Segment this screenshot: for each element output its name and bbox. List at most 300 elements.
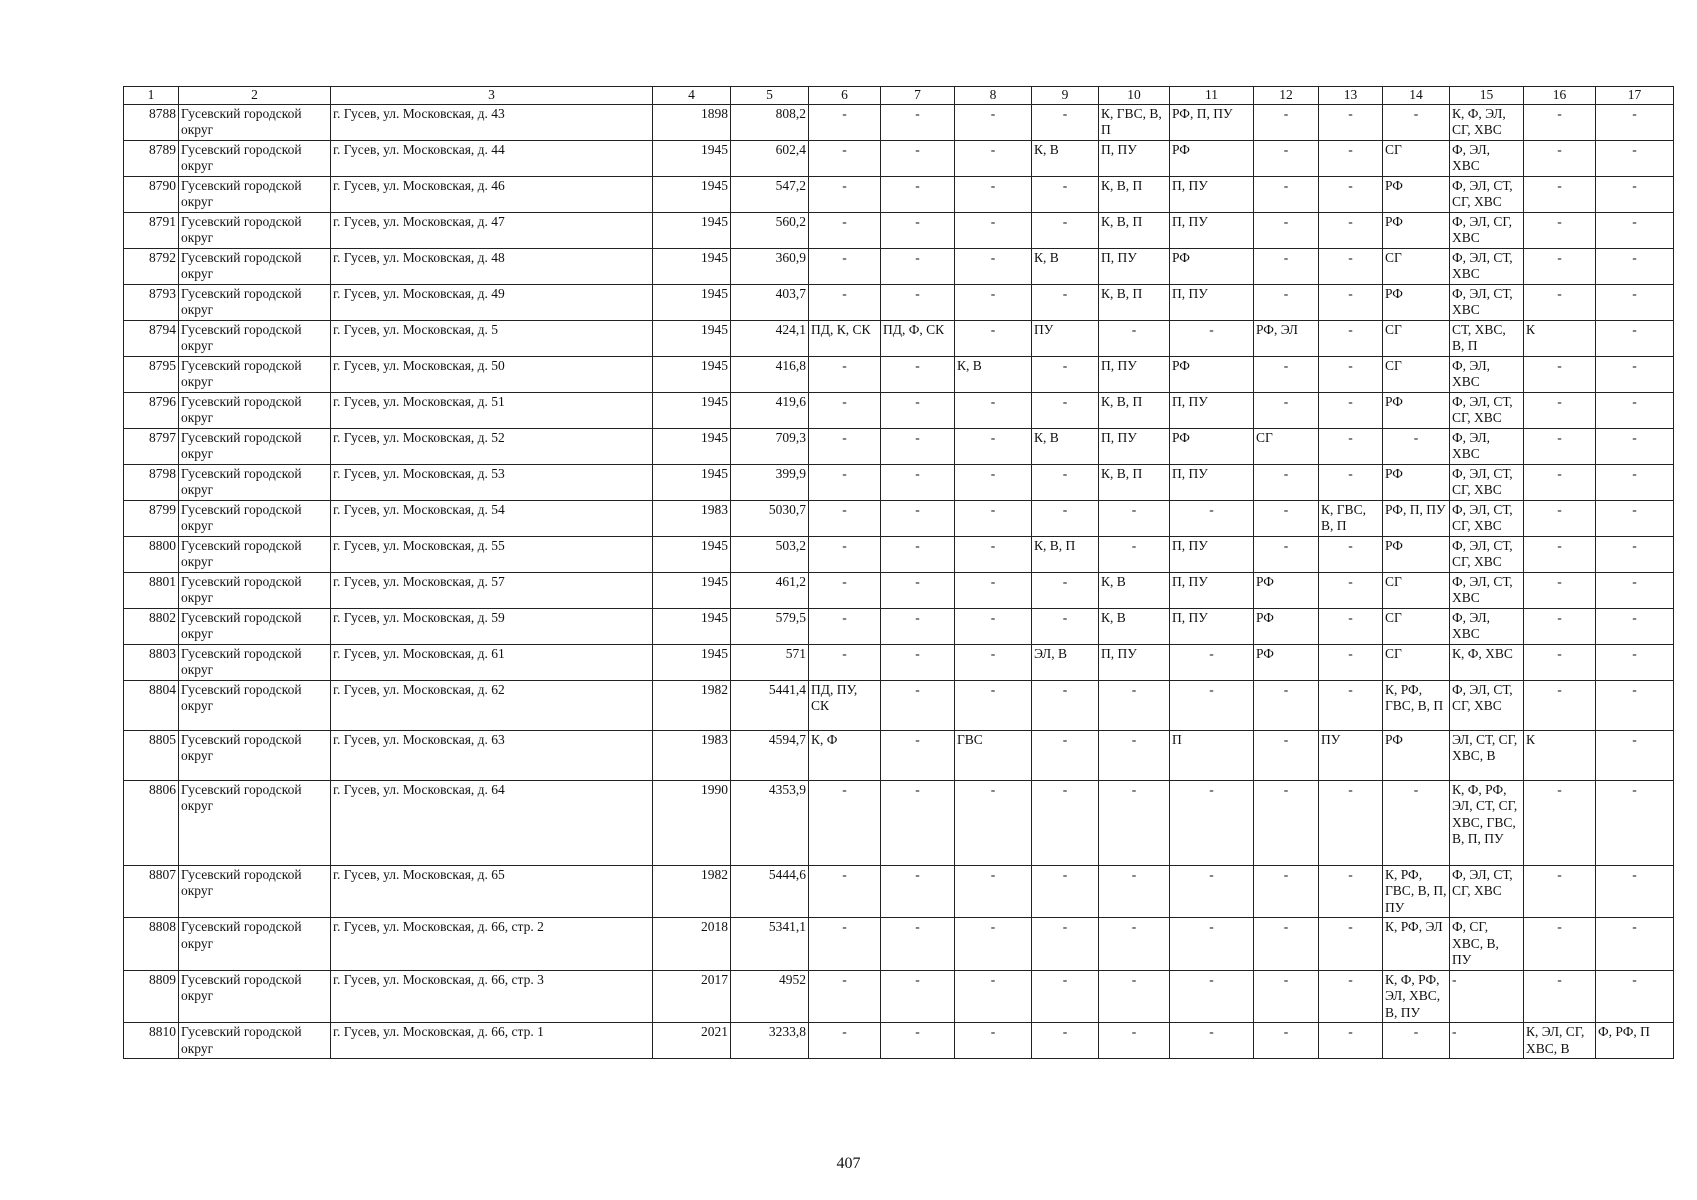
column-header-4: 4 — [653, 87, 731, 105]
table-cell: РФ — [1170, 140, 1254, 176]
table-cell: - — [1524, 104, 1596, 140]
table-cell: К, РФ, ГВС, В, П, ПУ — [1383, 865, 1450, 918]
table-cell: - — [1254, 970, 1319, 1023]
table-cell: К, В, П — [1099, 284, 1170, 320]
table-cell: К, Ф, РФ, ЭЛ, СТ, СГ, ХВС, ГВС, В, П, ПУ — [1450, 780, 1524, 865]
table-cell: - — [1596, 392, 1674, 428]
table-cell: - — [955, 680, 1032, 730]
table-cell: - — [1254, 918, 1319, 971]
table-cell: 1982 — [653, 680, 731, 730]
table-cell: Гусевский городской округ — [179, 918, 331, 971]
table-cell: - — [809, 572, 881, 608]
table-cell: 360,9 — [731, 248, 809, 284]
table-row — [124, 970, 1674, 1023]
table-cell: - — [881, 536, 955, 572]
table-cell: ПД, ПУ, СК — [809, 680, 881, 730]
table-cell: 1990 — [653, 780, 731, 865]
row-number-cell: 8805 — [124, 730, 179, 780]
table-cell: К, В, П — [1099, 176, 1170, 212]
table-cell: - — [1170, 780, 1254, 865]
table-cell: Гусевский городской округ — [179, 780, 331, 865]
table-row — [124, 730, 1674, 780]
table-cell: К — [1524, 320, 1596, 356]
table-cell: - — [1319, 104, 1383, 140]
row-number-cell: 8810 — [124, 1023, 179, 1059]
address-cell: г. Гусев, ул. Московская, д. 54 — [331, 500, 653, 536]
table-cell: - — [955, 176, 1032, 212]
table-cell: - — [1596, 212, 1674, 248]
table-cell: РФ, ЭЛ — [1254, 320, 1319, 356]
table-cell: - — [1524, 176, 1596, 212]
table-cell: - — [1450, 1023, 1524, 1059]
address-cell: г. Гусев, ул. Московская, д. 65 — [331, 865, 653, 918]
table-cell: К, ГВС, В, П — [1099, 104, 1170, 140]
header-row — [124, 87, 1674, 105]
table-cell: 4952 — [731, 970, 809, 1023]
table-cell: - — [1524, 865, 1596, 918]
table-cell: - — [809, 464, 881, 500]
table-cell: РФ — [1170, 356, 1254, 392]
table-cell: - — [1319, 392, 1383, 428]
column-header-9: 9 — [1032, 87, 1099, 105]
table-cell: - — [1032, 1023, 1099, 1059]
table-cell: 1945 — [653, 176, 731, 212]
table-cell: - — [955, 248, 1032, 284]
table-cell: - — [1319, 970, 1383, 1023]
table-cell: - — [1596, 320, 1674, 356]
row-number-cell: 8801 — [124, 572, 179, 608]
row-number-cell: 8802 — [124, 608, 179, 644]
table-row — [124, 428, 1674, 464]
table-cell: - — [1596, 780, 1674, 865]
table-cell: ЭЛ, В — [1032, 644, 1099, 680]
table-cell: - — [1032, 970, 1099, 1023]
table-cell: СГ — [1383, 248, 1450, 284]
table-cell: РФ — [1254, 644, 1319, 680]
table-cell: - — [1319, 644, 1383, 680]
table-cell: 571 — [731, 644, 809, 680]
table-cell: Гусевский городской округ — [179, 464, 331, 500]
table-cell: - — [1319, 212, 1383, 248]
table-cell: Гусевский городской округ — [179, 284, 331, 320]
table-cell: - — [1524, 356, 1596, 392]
table-cell: Гусевский городской округ — [179, 428, 331, 464]
table-cell: РФ — [1383, 212, 1450, 248]
table-cell: К, В — [1032, 140, 1099, 176]
table-row — [124, 320, 1674, 356]
table-cell: РФ — [1254, 572, 1319, 608]
address-cell: г. Гусев, ул. Московская, д. 49 — [331, 284, 653, 320]
table-cell: - — [1319, 1023, 1383, 1059]
table-cell: - — [1524, 392, 1596, 428]
table-cell: - — [1596, 680, 1674, 730]
table-cell: - — [955, 865, 1032, 918]
table-cell: - — [1099, 865, 1170, 918]
table-cell: - — [809, 176, 881, 212]
table-cell: 419,6 — [731, 392, 809, 428]
column-header-1: 1 — [124, 87, 179, 105]
table-cell: - — [1099, 730, 1170, 780]
table-cell: - — [1383, 1023, 1450, 1059]
table-cell: 709,3 — [731, 428, 809, 464]
table-cell: - — [1596, 176, 1674, 212]
table-cell: - — [1032, 212, 1099, 248]
table-cell: - — [1524, 248, 1596, 284]
table-cell: 2018 — [653, 918, 731, 971]
table-cell: Гусевский городской округ — [179, 320, 331, 356]
table-cell: - — [955, 392, 1032, 428]
table-cell: - — [1524, 970, 1596, 1023]
table-cell: - — [1596, 865, 1674, 918]
table-cell: К, В — [1032, 248, 1099, 284]
table-cell: 503,2 — [731, 536, 809, 572]
table-cell: 2021 — [653, 1023, 731, 1059]
table-cell: - — [1170, 1023, 1254, 1059]
row-number-cell: 8796 — [124, 392, 179, 428]
table-cell: - — [1524, 780, 1596, 865]
address-cell: г. Гусев, ул. Московская, д. 66, стр. 2 — [331, 918, 653, 971]
table-cell: 1945 — [653, 140, 731, 176]
table-cell: - — [1319, 680, 1383, 730]
table-cell: 1945 — [653, 536, 731, 572]
table-cell: - — [955, 1023, 1032, 1059]
table-cell: - — [1319, 140, 1383, 176]
table-row — [124, 1023, 1674, 1059]
table-cell: К, ЭЛ, СГ, ХВС, В — [1524, 1023, 1596, 1059]
table-cell: - — [1032, 730, 1099, 780]
table-cell: Ф, ЭЛ, СТ, ХВС — [1450, 572, 1524, 608]
table-cell: РФ — [1254, 608, 1319, 644]
table-cell: - — [1170, 865, 1254, 918]
row-number-cell: 8804 — [124, 680, 179, 730]
table-cell: - — [1170, 970, 1254, 1023]
table-cell: 1945 — [653, 608, 731, 644]
table-cell: - — [1319, 608, 1383, 644]
table-cell: - — [809, 608, 881, 644]
table-cell: СГ — [1254, 428, 1319, 464]
table-cell: ЭЛ, СТ, СГ, ХВС, В — [1450, 730, 1524, 780]
table-cell: - — [955, 536, 1032, 572]
table-cell: К — [1524, 730, 1596, 780]
table-cell: 399,9 — [731, 464, 809, 500]
table-cell: Гусевский городской округ — [179, 212, 331, 248]
table-cell: - — [1319, 464, 1383, 500]
table-cell: - — [1254, 500, 1319, 536]
registry-table — [123, 86, 1674, 1059]
table-cell: К, РФ, ЭЛ — [1383, 918, 1450, 971]
table-cell: - — [809, 356, 881, 392]
table-cell: 1945 — [653, 284, 731, 320]
table-cell: РФ, П, ПУ — [1383, 500, 1450, 536]
table-cell: Ф, ЭЛ, СТ, СГ, ХВС — [1450, 536, 1524, 572]
table-cell: СГ — [1383, 644, 1450, 680]
table-cell: 461,2 — [731, 572, 809, 608]
table-cell: К, Ф, РФ, ЭЛ, ХВС, В, ПУ — [1383, 970, 1450, 1023]
table-cell: - — [1596, 536, 1674, 572]
table-row — [124, 104, 1674, 140]
column-header-13: 13 — [1319, 87, 1383, 105]
table-cell: Гусевский городской округ — [179, 356, 331, 392]
address-cell: г. Гусев, ул. Московская, д. 61 — [331, 644, 653, 680]
table-cell: - — [881, 176, 955, 212]
table-cell: - — [1032, 500, 1099, 536]
table-cell: - — [809, 392, 881, 428]
table-cell: 416,8 — [731, 356, 809, 392]
table-cell: - — [881, 730, 955, 780]
table-cell: П, ПУ — [1170, 176, 1254, 212]
column-header-11: 11 — [1170, 87, 1254, 105]
table-cell: 1982 — [653, 865, 731, 918]
table-row — [124, 536, 1674, 572]
table-cell: - — [809, 865, 881, 918]
table-cell: - — [1099, 918, 1170, 971]
table-cell: - — [955, 644, 1032, 680]
table-cell: - — [1170, 918, 1254, 971]
table-cell: - — [1032, 392, 1099, 428]
column-header-12: 12 — [1254, 87, 1319, 105]
table-cell: - — [1383, 780, 1450, 865]
table-cell: - — [1524, 140, 1596, 176]
table-cell: П, ПУ — [1099, 644, 1170, 680]
table-cell: - — [1319, 284, 1383, 320]
address-cell: г. Гусев, ул. Московская, д. 63 — [331, 730, 653, 780]
address-cell: г. Гусев, ул. Московская, д. 55 — [331, 536, 653, 572]
column-header-6: 6 — [809, 87, 881, 105]
table-cell: - — [1383, 428, 1450, 464]
table-cell: К, Ф, ХВС — [1450, 644, 1524, 680]
column-header-2: 2 — [179, 87, 331, 105]
table-cell: - — [809, 536, 881, 572]
table-cell: - — [1596, 970, 1674, 1023]
table-cell: Ф, СГ, ХВС, В, ПУ — [1450, 918, 1524, 971]
table-cell: - — [881, 464, 955, 500]
table-cell: Ф, ЭЛ, СТ, ХВС — [1450, 248, 1524, 284]
table-cell: РФ — [1383, 176, 1450, 212]
table-cell: СГ — [1383, 140, 1450, 176]
table-cell: - — [1170, 644, 1254, 680]
table-cell: 547,2 — [731, 176, 809, 212]
table-body — [124, 104, 1674, 1059]
table-cell: - — [1254, 104, 1319, 140]
table-cell: - — [1524, 918, 1596, 971]
table-cell: Гусевский городской округ — [179, 1023, 331, 1059]
table-cell: - — [1254, 536, 1319, 572]
table-cell: П — [1170, 730, 1254, 780]
address-cell: г. Гусев, ул. Московская, д. 44 — [331, 140, 653, 176]
table-cell: - — [1032, 918, 1099, 971]
table-cell: - — [809, 248, 881, 284]
table-cell: - — [1383, 104, 1450, 140]
table-cell: - — [1524, 428, 1596, 464]
table-cell: 3233,8 — [731, 1023, 809, 1059]
table-cell: 1945 — [653, 572, 731, 608]
table-cell: П, ПУ — [1170, 572, 1254, 608]
table-cell: РФ — [1383, 392, 1450, 428]
table-cell: РФ — [1170, 248, 1254, 284]
table-cell: - — [1254, 356, 1319, 392]
table-cell: Ф, ЭЛ, СТ, СГ, ХВС — [1450, 464, 1524, 500]
table-cell: - — [955, 918, 1032, 971]
table-cell: 403,7 — [731, 284, 809, 320]
table-cell: П, ПУ — [1099, 356, 1170, 392]
table-cell: - — [881, 500, 955, 536]
address-cell: г. Гусев, ул. Московская, д. 50 — [331, 356, 653, 392]
table-cell: Ф, ЭЛ, ХВС — [1450, 608, 1524, 644]
table-cell: - — [1319, 356, 1383, 392]
table-cell: - — [1596, 464, 1674, 500]
address-cell: г. Гусев, ул. Московская, д. 66, стр. 3 — [331, 970, 653, 1023]
table-cell: Гусевский городской округ — [179, 970, 331, 1023]
table-cell: П, ПУ — [1170, 392, 1254, 428]
table-cell: РФ — [1383, 730, 1450, 780]
table-cell: - — [1254, 284, 1319, 320]
table-cell: - — [1170, 320, 1254, 356]
table-cell: ПД, Ф, СК — [881, 320, 955, 356]
table-cell: - — [1596, 608, 1674, 644]
table-cell: 602,4 — [731, 140, 809, 176]
table-cell: - — [881, 970, 955, 1023]
table-row — [124, 500, 1674, 536]
table-cell: - — [1450, 970, 1524, 1023]
table-cell: - — [881, 608, 955, 644]
address-cell: г. Гусев, ул. Московская, д. 53 — [331, 464, 653, 500]
table-cell: Гусевский городской округ — [179, 680, 331, 730]
column-header-14: 14 — [1383, 87, 1450, 105]
table-cell: - — [1524, 608, 1596, 644]
table-cell: Гусевский городской округ — [179, 608, 331, 644]
table-cell: Ф, ЭЛ, СТ, СГ, ХВС — [1450, 680, 1524, 730]
table-cell: 808,2 — [731, 104, 809, 140]
table-cell: - — [1254, 865, 1319, 918]
table-cell: - — [1099, 536, 1170, 572]
table-row — [124, 608, 1674, 644]
table-cell: - — [1596, 500, 1674, 536]
table-cell: - — [1524, 572, 1596, 608]
table-row — [124, 644, 1674, 680]
table-cell: - — [1032, 572, 1099, 608]
row-number-cell: 8794 — [124, 320, 179, 356]
table-cell: 1945 — [653, 356, 731, 392]
table-cell: - — [1319, 918, 1383, 971]
table-cell: - — [1032, 680, 1099, 730]
table-cell: 1945 — [653, 320, 731, 356]
table-cell: - — [1524, 680, 1596, 730]
column-header-3: 3 — [331, 87, 653, 105]
table-cell: ГВС — [955, 730, 1032, 780]
table-cell: - — [1099, 970, 1170, 1023]
table-cell: - — [881, 104, 955, 140]
row-number-cell: 8789 — [124, 140, 179, 176]
column-header-7: 7 — [881, 87, 955, 105]
table-cell: - — [1254, 730, 1319, 780]
table-cell: 1945 — [653, 428, 731, 464]
table-cell: Гусевский городской округ — [179, 392, 331, 428]
table-cell: - — [881, 1023, 955, 1059]
table-cell: - — [1319, 176, 1383, 212]
table-cell: - — [1032, 104, 1099, 140]
table-cell: - — [955, 428, 1032, 464]
table-cell: П, ПУ — [1170, 608, 1254, 644]
table-cell: К, ГВС, В, П — [1319, 500, 1383, 536]
table-cell: - — [1032, 284, 1099, 320]
table-cell: 5441,4 — [731, 680, 809, 730]
table-cell: - — [1254, 392, 1319, 428]
table-cell: Гусевский городской округ — [179, 500, 331, 536]
address-cell: г. Гусев, ул. Московская, д. 5 — [331, 320, 653, 356]
address-cell: г. Гусев, ул. Московская, д. 66, стр. 1 — [331, 1023, 653, 1059]
table-cell: - — [1254, 140, 1319, 176]
table-cell: - — [955, 608, 1032, 644]
table-row — [124, 248, 1674, 284]
table-cell: 2017 — [653, 970, 731, 1023]
table-cell: - — [809, 1023, 881, 1059]
table-cell: - — [955, 970, 1032, 1023]
table-cell: - — [1319, 780, 1383, 865]
table-cell: - — [1254, 780, 1319, 865]
table-cell: - — [1524, 644, 1596, 680]
table-cell: П, ПУ — [1170, 212, 1254, 248]
column-header-10: 10 — [1099, 87, 1170, 105]
table-cell: 4594,7 — [731, 730, 809, 780]
table-cell: - — [1032, 356, 1099, 392]
table-cell: - — [809, 918, 881, 971]
table-cell: Ф, ЭЛ, СТ, СГ, ХВС — [1450, 392, 1524, 428]
table-cell: 1983 — [653, 730, 731, 780]
table-cell: 5030,7 — [731, 500, 809, 536]
address-cell: г. Гусев, ул. Московская, д. 64 — [331, 780, 653, 865]
table-cell: - — [881, 780, 955, 865]
table-cell: - — [1099, 500, 1170, 536]
table-cell: 1945 — [653, 212, 731, 248]
table-cell: К, В, П — [1032, 536, 1099, 572]
row-number-cell: 8792 — [124, 248, 179, 284]
table-cell: - — [955, 212, 1032, 248]
table-cell: - — [1596, 284, 1674, 320]
column-header-15: 15 — [1450, 87, 1524, 105]
address-cell: г. Гусев, ул. Московская, д. 52 — [331, 428, 653, 464]
table-cell: - — [881, 865, 955, 918]
table-row — [124, 918, 1674, 971]
table-cell: 1945 — [653, 644, 731, 680]
table-cell: К, В, П — [1099, 392, 1170, 428]
table-cell: СГ — [1383, 320, 1450, 356]
table-cell: - — [1524, 500, 1596, 536]
table-cell: Гусевский городской округ — [179, 536, 331, 572]
table-cell: - — [955, 104, 1032, 140]
table-cell: - — [1319, 865, 1383, 918]
table-cell: - — [1596, 356, 1674, 392]
table-cell: Гусевский городской округ — [179, 140, 331, 176]
table-cell: - — [955, 464, 1032, 500]
table-cell: П, ПУ — [1099, 248, 1170, 284]
table-cell: 5444,6 — [731, 865, 809, 918]
table-cell: П, ПУ — [1170, 464, 1254, 500]
table-cell: - — [1596, 248, 1674, 284]
table-cell: - — [809, 284, 881, 320]
table-header — [124, 87, 1674, 105]
table-cell: - — [1524, 284, 1596, 320]
table-cell: - — [1254, 464, 1319, 500]
address-cell: г. Гусев, ул. Московская, д. 43 — [331, 104, 653, 140]
table-cell: - — [1170, 680, 1254, 730]
table-cell: 579,5 — [731, 608, 809, 644]
table-cell: 1898 — [653, 104, 731, 140]
address-cell: г. Гусев, ул. Московская, д. 48 — [331, 248, 653, 284]
table-cell: - — [1319, 572, 1383, 608]
table-cell: Гусевский городской округ — [179, 176, 331, 212]
row-number-cell: 8790 — [124, 176, 179, 212]
row-number-cell: 8797 — [124, 428, 179, 464]
